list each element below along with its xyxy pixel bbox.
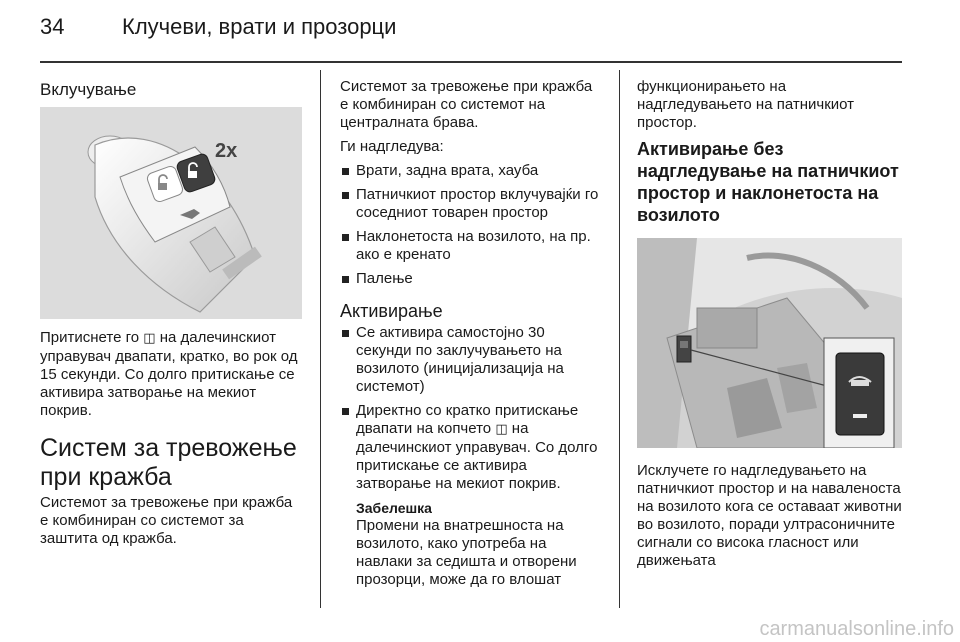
column-divider-2 (619, 70, 620, 608)
note-title: Забелешка (356, 500, 432, 516)
section-heading-deactivation: Активирање без надгледување на патничкиот простор и наклонетоста на возилото (637, 139, 899, 225)
list-item: Патничкиот простор вклучувајќи го соседниот товарен простор (340, 186, 602, 222)
key-fob-image (40, 107, 302, 319)
column-2 (340, 70, 602, 589)
lock-icon: ◫ (495, 422, 508, 437)
list-item: Палење (340, 270, 602, 288)
list-item: Се активира самостојно 30 секунди по заклучувањето на возилото (иницијализација на системот) (340, 324, 602, 396)
interior-illustration (637, 238, 902, 448)
watermark: carmanualsonline.info (759, 618, 954, 640)
section-heading-activation: Активирање (340, 301, 443, 321)
column-divider-1 (320, 70, 321, 608)
monitored-list (340, 162, 602, 288)
column-1 (40, 70, 302, 548)
press-count-label: 2x (215, 140, 238, 162)
page-title: Клучеви, врати и прозорци (122, 14, 397, 39)
list-item: Директно со кратко притискање двапати на копчето ◫ на далечинскиот управувач. Со долго притискање се активира затворање на мекиот покрив. (340, 402, 602, 493)
column-3 (637, 70, 902, 570)
section-heading-alarm: Систем за тревожење при кражба (40, 434, 297, 491)
key-fob-illustration (40, 107, 302, 319)
paragraph-monitors: Ги надгледува: (340, 138, 444, 155)
header-rule (40, 61, 902, 63)
section-heading-on: Вклучување (40, 80, 137, 99)
list-item: Врати, задна врата, хауба (340, 162, 602, 180)
paragraph-alarm: Системот за тревожење при кражба е комбиниран со системот за заштита од кражба. (40, 494, 293, 547)
lock-icon: ◫ (143, 331, 156, 346)
list-item: Наклонетоста на возилото, на пр. ако е кренато (340, 228, 602, 264)
note-text: Промени на внатрешноста на возилото, како употреба на навлаки за седишта и отворени прозорци, може да го влошат (356, 517, 577, 588)
paragraph-continued: функционирањето на надгледувањето на патничкиот простор. (637, 78, 855, 131)
paragraph-press-remote: Притиснете го ◫ на далечинскиот управувач двапати, кратко, во рок од 15 секунди. Со долго притискање се активира затворање на мекиот покрив. (40, 329, 298, 419)
paragraph-disable: Исклучете го надгледувањето на патничкиот простор и на наваленоста на возилото кога се оставаат животни во возилото, поради ултрасоничните сигнали со висока гласност или движењата (637, 462, 902, 569)
interior-button-image (637, 238, 902, 448)
paragraph-system: Системот за тревожење при кражба е комбиниран со системот на централната брава. (340, 78, 593, 131)
page-number: 34 (40, 14, 65, 39)
note-box (340, 499, 602, 589)
